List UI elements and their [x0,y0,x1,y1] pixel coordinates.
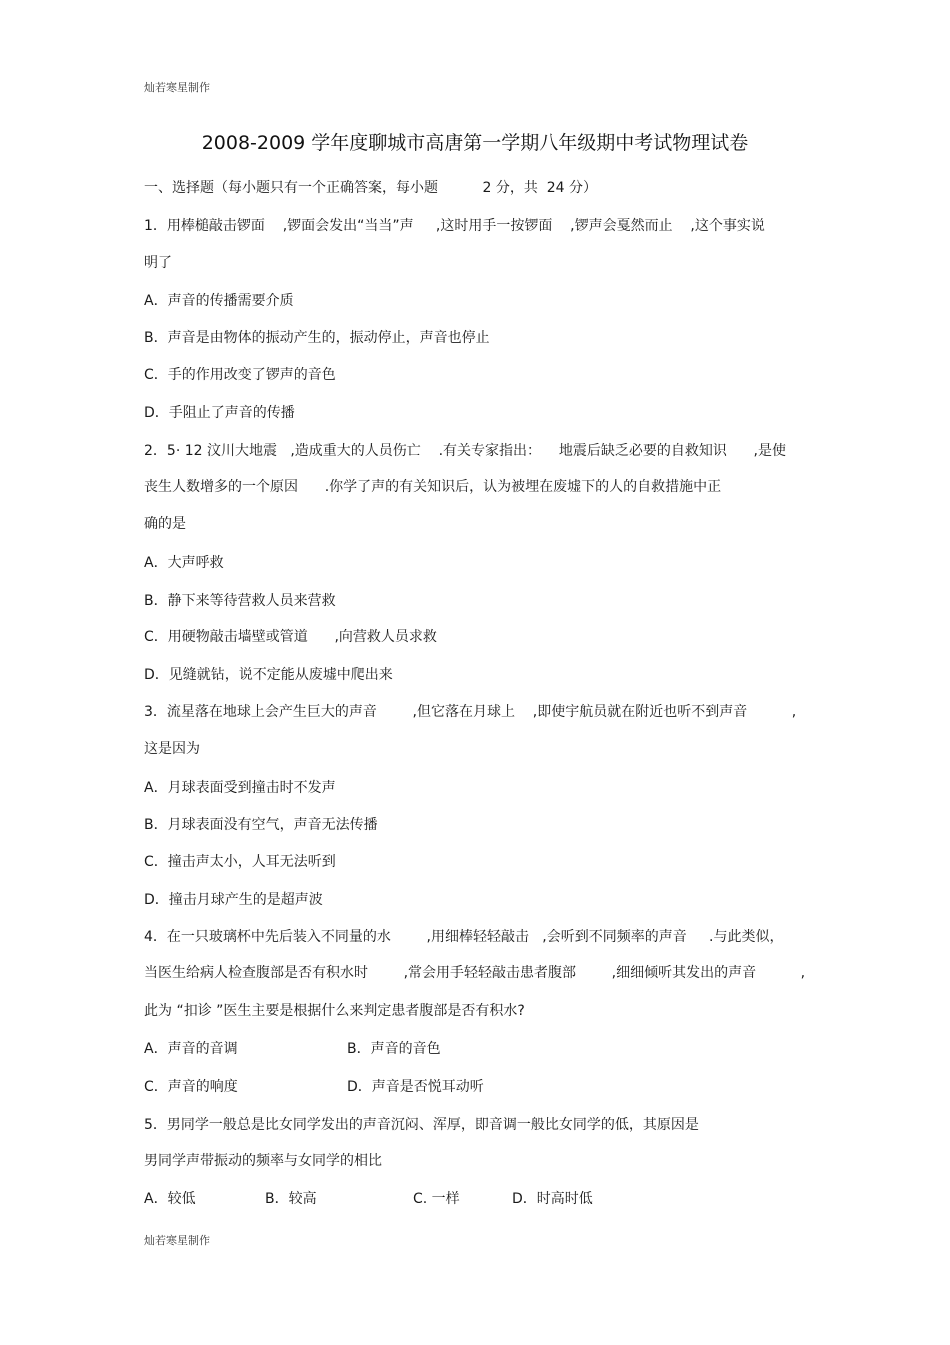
q2-stem-line1: 2．5· 12 汶川大地震 ,造成重大的人员伤亡 .有关专家指出： 地震后缺乏必要的自救知识 ,是使 [144,443,786,459]
q1-option-c: C．手的作用改变了锣声的音色 [144,367,336,383]
section-heading: 一、选择题（每小题只有一个正确答案，每小题 2 分，共 24 分） [144,180,598,196]
page-footer: 灿若寒星制作 [144,1234,210,1247]
q2-option-b: B．静下来等待营救人员来营救 [144,593,336,609]
q4-option-a: A．声音的音调 [144,1041,238,1057]
q2-option-a: A．大声呼救 [144,555,224,571]
q3-option-d: D．撞击月球产生的是超声波 [144,892,323,908]
q2-stem-line3: 确的是 [144,516,186,532]
q2-option-c: C．用硬物敲击墙壁或管道 ,向营救人员求救 [144,629,437,645]
q3-option-a: A．月球表面受到撞击时不发声 [144,780,336,796]
page-header: 灿若寒星制作 [144,81,210,94]
q4-option-b: B．声音的音色 [347,1041,441,1057]
q4-option-d: D．声音是否悦耳动听 [347,1079,484,1095]
q5-option-a: A．较低 [144,1191,196,1207]
q4-stem-line1: 4．在一只玻璃杯中先后装入不同量的水 ,用细棒轻轻敲击 ,会听到不同频率的声音 .与此类似， [144,929,784,945]
q1-stem-line2: 明了 [144,255,172,271]
q5-option-d: D．时高时低 [512,1191,593,1207]
q1-option-a: A．声音的传播需要介质 [144,293,294,309]
q5-option-b: B．较高 [265,1191,317,1207]
q5-stem-line2: 男同学声带振动的频率与女同学的相比 [144,1153,382,1169]
q5-option-c: C. 一样 [413,1191,460,1207]
q1-stem-line1: 1．用棒槌敲击锣面 ,锣面会发出“当当”声 ,这时用手一按锣面 ,锣声会戛然而止 ,这个事实说 [144,218,765,234]
q2-option-d: D．见缝就钻，说不定能从废墟中爬出来 [144,667,393,683]
q3-option-b: B．月球表面没有空气，声音无法传播 [144,817,378,833]
q4-stem-line2: 当医生给病人检查腹部是否有积水时 ,常会用手轻轻敲击患者腹部 ,细细倾听其发出的声音 , [144,965,806,981]
q2-stem-line2: 丧生人数增多的一个原因 .你学了声的有关知识后，认为被埋在废墟下的人的自救措施中正 [144,479,722,495]
exam-title: 2008-2009 学年度聊城市高唐第一学期八年级期中考试物理试卷 [201,132,749,154]
q4-option-c: C．声音的响度 [144,1079,238,1095]
q3-stem-line1: 3．流星落在地球上会产生巨大的声音 ,但它落在月球上 ,即使宇航员就在附近也听不到声音 , [144,704,797,720]
q4-stem-line3: 此为 “扣诊 ”医生主要是根据什么来判定患者腹部是否有积水? [144,1003,525,1019]
q1-option-d: D．手阻止了声音的传播 [144,405,295,421]
q3-stem-line2: 这是因为 [144,741,200,757]
q1-option-b: B．声音是由物体的振动产生的，振动停止，声音也停止 [144,330,490,346]
q3-option-c: C．撞击声太小，人耳无法听到 [144,854,336,870]
q5-stem-line1: 5．男同学一般总是比女同学发出的声音沉闷、浑厚，即音调一般比女同学的低，其原因是 [144,1117,699,1133]
